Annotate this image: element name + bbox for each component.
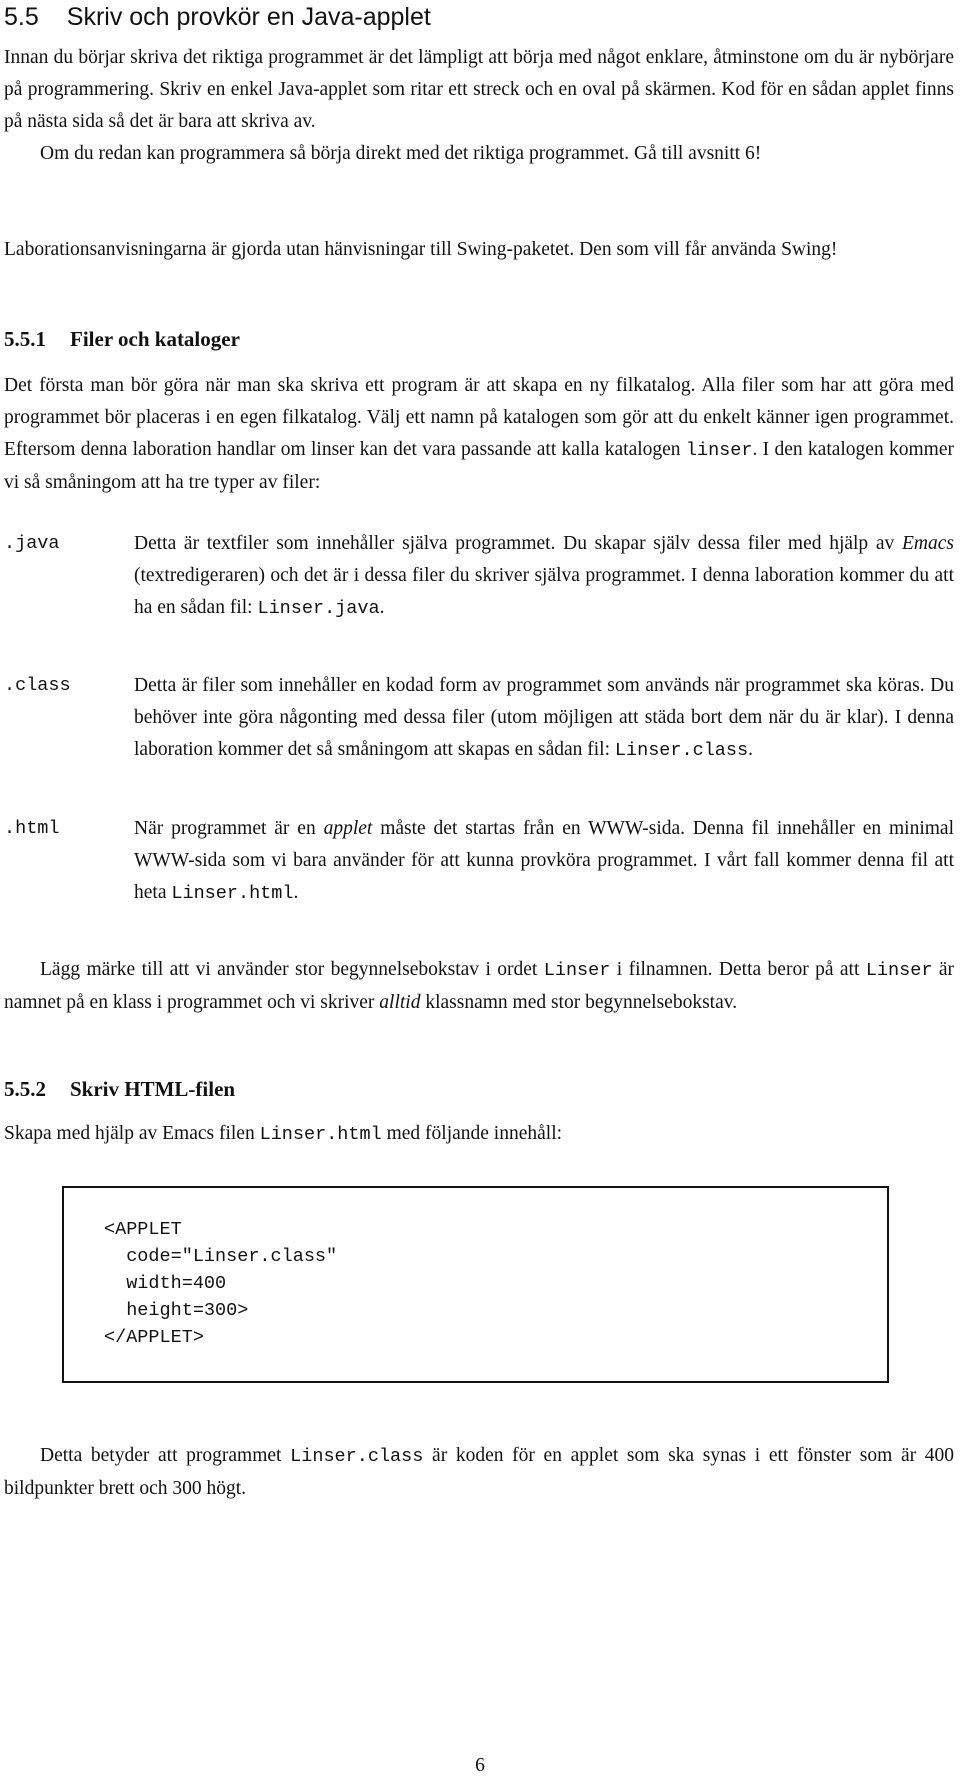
subsection-number-1: 5.5.1 <box>4 327 46 351</box>
section-title: Skriv och provkör en Java-applet <box>66 3 431 31</box>
section-heading <box>4 0 431 34</box>
code-block-text: <APPLET code="Linser.class" width=400 height=300> </APPLET> <box>104 1219 338 1348</box>
def-term-class: .class <box>4 675 71 696</box>
def-body-class: Detta är filer som innehåller en kodad form av programmet som används när programmet ska köras. Du behöver inte göra någonting med dessa filer (utom möjligen att städa bort dem när du är klar). I denna laboration kommer det så småningom att skapas en sådan fil: Linser.class. <box>134 675 954 761</box>
subsection-heading-1 <box>4 322 240 356</box>
capitalization-note: Lägg märke till att vi använder stor begynnelsebokstav i ordet Linser i filnamnen. Detta beror på att Linser är namnet på en klass i programmet och vi skriver alltid klassnamn med stor begynnelsebokstav. <box>4 959 954 1013</box>
subsection-title-1: Filer och kataloger <box>70 327 240 351</box>
def-body-java: Detta är textfiler som innehåller själva programmet. Du skapar själv dessa filer med hjälp av Emacs (textredigeraren) och det är i dessa filer du skriver själva programmet. I denna laboration kommer du att ha en sådan fil: Linser.java. <box>134 533 954 619</box>
html-file-explanation: Detta betyder att programmet Linser.class är koden för en applet som ska synas i ett fönster som är 400 bildpunkter brett och 300 högt. <box>4 1445 954 1499</box>
html-file-lead: Skapa med hjälp av Emacs filen Linser.html med följande innehåll: <box>4 1123 563 1145</box>
intro-paragraph-1: Innan du börjar skriva det riktiga programmet är det lämpligt att börja med något enklare, åtminstone om du är nybörjare på programmering. Skriv en enkel Java-applet som ritar ett streck och en oval på skärmen. Kod för en sådan applet finns på nästa sida så det är bara att skriva av. <box>4 47 954 132</box>
inline-code-linser-html: Linser.html <box>171 883 294 904</box>
def-term-html: .html <box>4 818 60 839</box>
inline-code-linser-class: Linser.class <box>614 740 749 761</box>
intro-paragraph-2: Om du redan kan programmera så börja direkt med det riktiga programmet. Gå till avsnitt 6! <box>40 143 762 164</box>
subsection-title-2: Skriv HTML-filen <box>70 1077 236 1101</box>
page-number: 6 <box>475 1755 485 1776</box>
subsection-number-2: 5.5.2 <box>4 1077 46 1101</box>
inline-code-linser: linser <box>685 440 753 461</box>
section-number: 5.5 <box>4 3 39 31</box>
subsection-heading-2 <box>4 1072 235 1106</box>
def-body-html: När programmet är en applet måste det startas från en WWW-sida. Denna fil innehåller en minimal WWW-sida som vi bara använder för att kunna provköra programmet. I vårt fall kommer denna fil att heta Linser.html. <box>134 818 954 904</box>
inline-code-linser-java: Linser.java <box>257 598 380 619</box>
code-block <box>62 1186 889 1383</box>
def-term-java: .java <box>4 533 60 554</box>
intro-paragraph-3: Laborationsanvisningarna är gjorda utan hänvisningar till Swing-paketet. Den som vill får använda Swing! <box>4 239 838 260</box>
files-paragraph: Det första man bör göra när man ska skriva ett program är att skapa en ny filkatalog. Alla filer som har att göra med programmet bör placeras i en egen filkatalog. Välj ett namn på katalogen som gör att du enkelt känner igen programmet. Eftersom denna laboration handlar om linser kan det vara passande att kalla katalogen linser. I den katalogen kommer vi så småningom att ha tre typer av filer: <box>4 375 955 493</box>
